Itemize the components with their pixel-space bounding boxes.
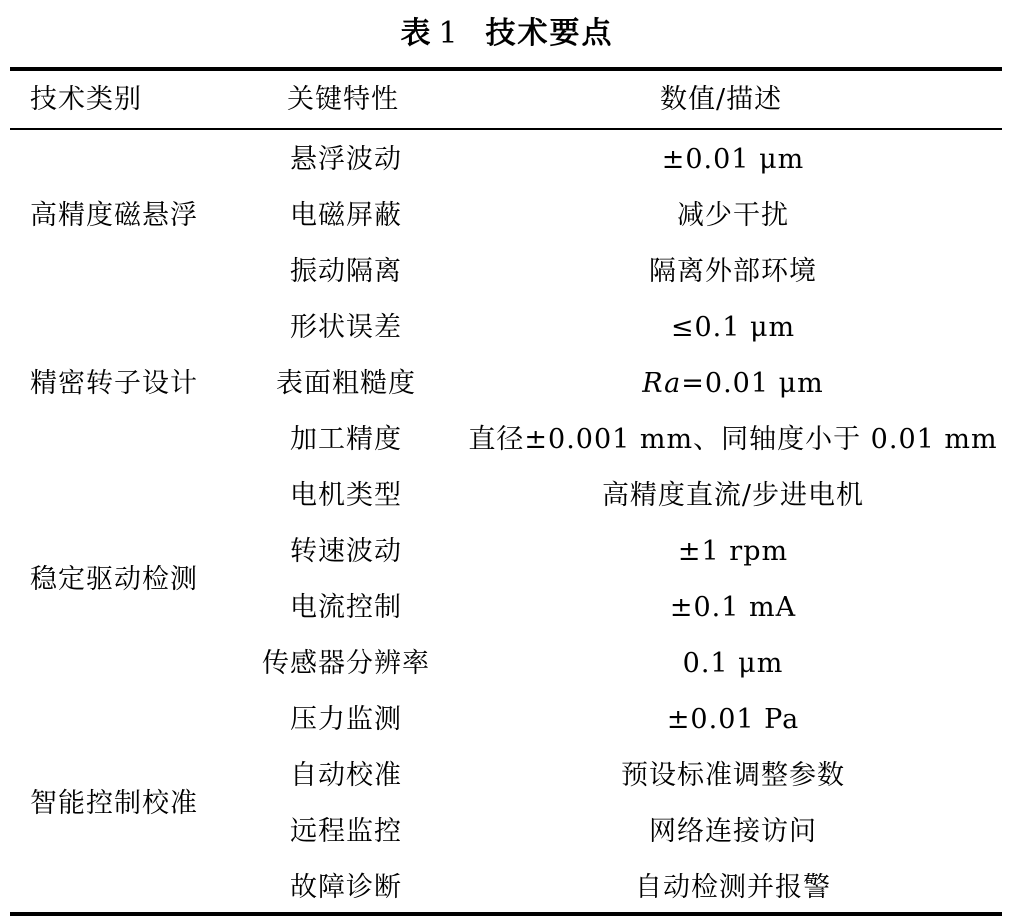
- table-row: [0, 368, 1014, 400]
- category-control: 智能控制校准: [30, 788, 198, 819]
- feature-cell: 加工精度: [290, 424, 402, 455]
- table-row: [0, 144, 1014, 176]
- table-row: [0, 256, 1014, 288]
- header-value: 数值/描述: [660, 84, 783, 115]
- table-row: [0, 704, 1014, 736]
- category-drive: 稳定驱动检测: [30, 564, 198, 595]
- feature-cell: 压力监测: [290, 704, 402, 735]
- caption-number: 1: [438, 16, 460, 51]
- value-cell: 0.1 μm: [682, 648, 784, 679]
- feature-cell: 自动校准: [290, 760, 402, 791]
- feature-cell: 形状误差: [290, 312, 402, 343]
- feature-cell: 传感器分辨率: [262, 648, 430, 679]
- value-cell: 网络连接访问: [649, 816, 817, 847]
- feature-cell: 故障诊断: [290, 872, 402, 903]
- table-row: [0, 312, 1014, 344]
- table-row: [0, 536, 1014, 568]
- table-row: [0, 200, 1014, 232]
- header-rule: [10, 128, 1002, 130]
- table-row: [0, 648, 1014, 680]
- table-bottom-rule: [10, 912, 1002, 916]
- caption-title: 技术要点: [485, 16, 614, 51]
- table-row: [0, 760, 1014, 792]
- table-row: [0, 480, 1014, 512]
- caption-prefix: 表: [400, 16, 433, 51]
- value-cell: ±0.1 mA: [669, 592, 797, 623]
- value-italic-symbol: Ra: [642, 368, 682, 399]
- feature-cell: 振动隔离: [290, 256, 402, 287]
- table-top-rule: [10, 67, 1002, 71]
- table-row: [0, 872, 1014, 904]
- value-cell: 隔离外部环境: [649, 256, 817, 287]
- value-cell: 减少干扰: [677, 200, 789, 231]
- value-cell: ±1 rpm: [677, 536, 789, 567]
- feature-cell: 表面粗糙度: [276, 368, 416, 399]
- feature-cell: 电机类型: [290, 480, 402, 511]
- feature-cell: 电磁屏蔽: [290, 200, 402, 231]
- value-cell: 预设标准调整参数: [621, 760, 845, 791]
- feature-cell: 远程监控: [290, 816, 402, 847]
- category-maglev: 高精度磁悬浮: [30, 200, 198, 231]
- table-row: [0, 592, 1014, 624]
- value-cell: [466, 368, 1000, 400]
- feature-cell: 转速波动: [290, 536, 402, 567]
- value-cell: 自动检测并报警: [635, 872, 831, 903]
- value-text: =0.01 μm: [681, 368, 824, 399]
- category-rotor: 精密转子设计: [30, 368, 198, 399]
- value-cell: ±0.01 μm: [661, 144, 805, 175]
- value-cell: 高精度直流/步进电机: [601, 480, 865, 511]
- header-category: 技术类别: [30, 84, 142, 115]
- feature-cell: 悬浮波动: [290, 144, 402, 175]
- value-cell: ±0.01 Pa: [666, 704, 800, 735]
- header-feature: 关键特性: [287, 84, 399, 115]
- value-cell: 直径±0.001 mm、同轴度小于 0.01 mm: [468, 424, 998, 455]
- value-cell: ≤0.1 μm: [670, 312, 796, 343]
- table-row: [0, 424, 1014, 456]
- table-row: [0, 816, 1014, 848]
- table-caption: [0, 8, 1014, 52]
- feature-cell: 电流控制: [290, 592, 402, 623]
